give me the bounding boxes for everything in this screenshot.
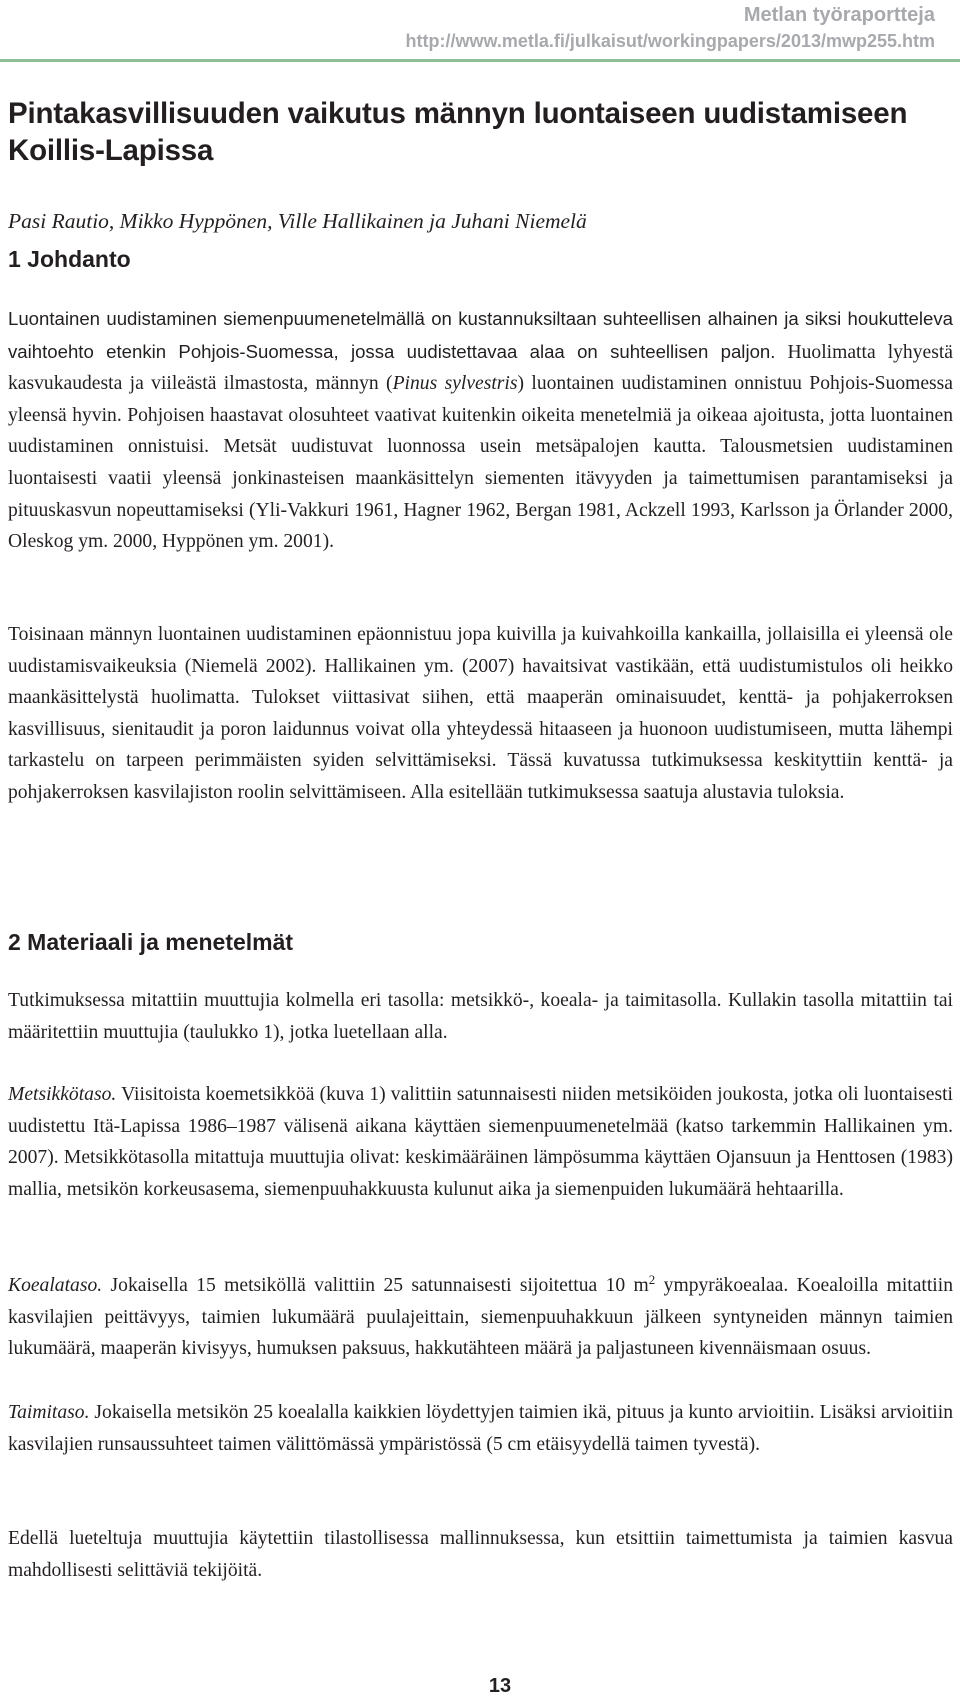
- author-list: Pasi Rautio, Mikko Hyppönen, Ville Hallikainen ja Juhani Niemelä: [8, 209, 587, 233]
- superscript-2: 2: [648, 1272, 656, 1287]
- methods-paragraph-stand-level: [8, 1079, 953, 1205]
- series-title: Metlan työraportteja: [743, 4, 935, 26]
- title-line-1: Pintakasvillisuuden vaikutus männyn luontaiseen uudistamiseen: [8, 97, 908, 130]
- header-divider: [0, 59, 960, 62]
- seedling-level-label: Taimitaso.: [8, 1402, 90, 1423]
- methods-paragraph-1: Tutkimuksessa mitattiin muuttujia kolmella eri tasolla: metsikkö-, koeala- ja taimitasolla. Kullakin tasolla mitattiin tai määritettiin muuttujia (taulukko 1), jotka luetellaan alla.: [8, 990, 953, 1043]
- stand-level-text: Viisitoista koemetsikköä (kuva 1) valittiin satunnaisesti niiden metsiköiden joukosta, jotka oli luontaisesti uudistettu Itä-Lapissa 1986–1987 välisenä aikana käyttäen siemenpuumenetelmää (katso tarkemmin Hallikainen ym. 2007). Metsikkötasolla mitattuja muuttujia olivat: keskimääräinen lämpösumma käyttäen Ojansuun ja Henttosen (1983) mallia, metsikön korkeusasema, siemenpuuhakkuusta kulunut aika ja siemenpuiden lukumäärä hehtaarilla.: [8, 1084, 953, 1200]
- methods-paragraph-seedling-level: [8, 1397, 953, 1460]
- plot-level-text-a: Jokaisella 15 metsiköllä valittiin 25 satunnaisesti sijoitettua 10 m: [102, 1275, 649, 1296]
- species-name: Pinus sylvestris: [392, 373, 518, 395]
- plot-level-text-b: ympyräkoealaa. Koealoilla mitattiin kasvilajien peittävyys, taimien lukumäärä puulajeittain, siemenpuuhakkuun jälkeen syntyneiden männyn taimien lukumäärä, maaperän kivisyys, humuksen paksuus, hakkutähteen määrä ja paljastuneen kivennäismaan osuus.: [8, 1275, 953, 1360]
- intro-paragraph-1: [8, 303, 953, 558]
- section-heading-methods: 2 Materiaali ja menetelmät: [8, 929, 294, 955]
- methods-paragraph-plot-level: [8, 1270, 953, 1365]
- series-url[interactable]: http://www.metla.fi/julkaisut/workingpapers/2013/mwp255.htm: [405, 31, 935, 51]
- article-title: [8, 95, 953, 169]
- methods-paragraph-final: Edellä lueteltuja muuttujia käytettiin tilastollisessa mallinnuksessa, kun etsittiin taimettumista ja taimien kasvua mahdollisesti selittäviä tekijöitä.: [8, 1528, 953, 1581]
- page-number: 13: [488, 1675, 512, 1697]
- title-line-2: Koillis-Lapissa: [8, 134, 214, 167]
- article-body: [8, 95, 953, 1581]
- section-heading-introduction: 1 Johdanto: [8, 246, 131, 272]
- plot-level-label: Koealataso.: [8, 1275, 103, 1296]
- stand-level-label: Metsikkötaso.: [8, 1084, 117, 1105]
- intro-paragraph-1-part-b: Huolimatta lyhyestä kasvukaudesta ja viileästä ilmastosta, männyn (: [8, 341, 953, 395]
- seedling-level-text: Jokaisella metsikön 25 koealalla kaikkien löydettyjen taimien ikä, pituus ja kunto arvioitiin. Lisäksi arvioitiin kasvilajien runsaussuhteet taimen välittömässä ympäristössä (5 cm etäisyydellä taimen tyvestä).: [8, 1402, 953, 1455]
- intro-paragraph-1-part-d: ) luontainen uudistaminen onnistuu Pohjois-Suomessa yleensä hyvin. Pohjoisen haastavat olosuhteet vaativat kuitenkin oikeita menetelmiä ja oikeaa ajoitusta, jotta luontainen uudistaminen onnistuisi. Metsät uudistuvat luonnossa usein metsäpalojen kautta. Talousmetsien uudistaminen luontaisesti vaatii yleensä jonkinasteisen maankäsittelyn siementen itävyyden ja taimettumisen parantamiseksi ja pituuskasvun nopeuttamiseksi (Yli-Vakkuri 1961, Hagner 1962, Bergan 1981, Ackzell 1993, Karlsson ja Örlander 2000, Oleskog ym. 2000, Hyppönen ym. 2001).: [8, 373, 953, 553]
- intro-paragraph-2: Toisinaan männyn luontainen uudistaminen epäonnistuu jopa kuivilla ja kuivahkoilla kankailla, jollaisilla ei yleensä ole uudistamisvaikeuksia (Niemelä 2002). Hallikainen ym. (2007) havaitsivat vastikään, että uudistumistulos oli heikko maankäsittelystä huolimatta. Tulokset viittasivat siihen, että maaperän ominaisuudet, kenttä- ja pohjakerroksen kasvillisuus, sienitaudit ja poron laidunnus voivat olla yhteydessä hitaaseen ja huonoon uudistumiseen, mutta lähempi tarkastelu on tarpeen perimmäisten syiden selvittämiseksi. Tässä kuvatussa tutkimuksessa keskityttiin kenttä- ja pohjakerroksen kasvilajiston roolin selvittämiseen. Alla esitellään tutkimuksessa saatuja alustavia tuloksia.: [8, 624, 953, 803]
- intro-paragraph-1-part-a: Luontainen uudistaminen siemenpuumenetelmällä on kustannuksiltaan suhteellisen alhainen ja siksi houkutteleva vaihtoehto etenkin Pohjois-Suomessa, jossa uudistettavaa alaa on suhteellisen paljon.: [8, 308, 953, 362]
- running-header: [406, 0, 935, 53]
